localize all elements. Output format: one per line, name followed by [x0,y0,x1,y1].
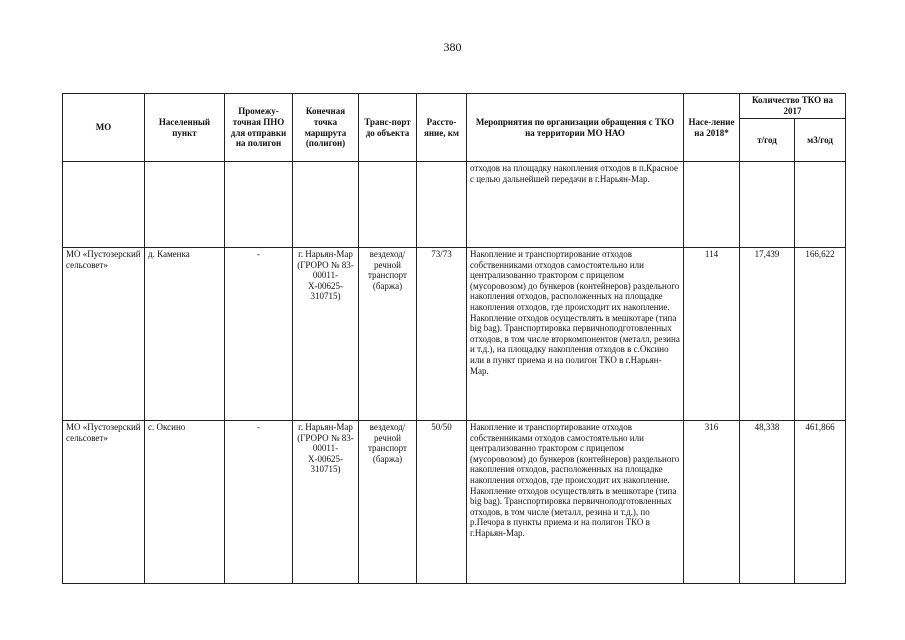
cell-population [684,162,740,248]
cell-transport: вездеход/ речной транспорт (баржа) [359,248,417,421]
cell-settlement: д. Каменка [145,248,225,421]
cell-mo: МО «Пустозерский сельсовет» [63,421,145,584]
header-transport: Транс-порт до объекта [359,94,417,162]
cell-distance [417,162,467,248]
cell-pno [225,162,293,248]
cell-endpoint [293,162,359,248]
cell-distance: 50/50 [417,421,467,584]
cell-tko-t: 17,439 [740,248,795,421]
cell-tko-m3: 461,866 [795,421,846,584]
cell-population: 114 [684,248,740,421]
cell-mo [63,162,145,248]
header-measures: Мероприятия по организации обращения с ТКО на территории МО НАО [467,94,684,162]
cell-pno: - [225,421,293,584]
cell-population: 316 [684,421,740,584]
cell-distance: 73/73 [417,248,467,421]
table-row [63,248,846,421]
header-settlement: Населенный пункт [145,94,225,162]
header-pno: Промежу-точная ПНО для отправки на полигон [225,94,293,162]
cell-endpoint: г. Нарьян-Мар (ГРОРО № 83-00011-Х-00625-310715) [293,248,359,421]
cell-pno: - [225,248,293,421]
table-row [63,421,846,584]
page-number: 380 [443,40,462,54]
header-mo: МО [63,94,145,162]
cell-endpoint: г. Нарьян-Мар (ГРОРО № 83-00011-Х-00625-310715) [293,421,359,584]
header-endpoint: Конечная точка маршрута (полигон) [293,94,359,162]
cell-tko-m3: 166,622 [795,248,846,421]
cell-transport: вездеход/ речной транспорт (баржа) [359,421,417,584]
cell-measures: отходов на площадку накопления отходов в п.Красное с целью дальнейшей передачи в г.Нарьян-Мар. [467,162,684,248]
cell-tko-t: 48,338 [740,421,795,584]
header-tko-m3: м3/год [795,119,846,162]
header-distance: Рассто-яние, км [417,94,467,162]
table-row [63,162,846,248]
cell-settlement [145,162,225,248]
header-tko-group: Количество ТКО на 2017 [740,94,846,119]
cell-tko-t [740,162,795,248]
header-tko-t: т/год [740,119,795,162]
tko-routes-table [62,93,846,584]
header-row-1 [63,94,846,119]
cell-mo: МО «Пустозерский сельсовет» [63,248,145,421]
cell-settlement: с. Оксино [145,421,225,584]
cell-measures: Накопление и транспортирование отходов собственниками отходов самостоятельно или централизованно трактором с прицепом (мусоровозом) до бункеров (контейнеров) раздельного накопления отходов, расположенных на площадке накопления отходов, где происходит их накопление. Накопление отходов осуществлять в мешкотаре (типа big bag). Транспортировка первичноподготовленных отходов, в том числе (металл, резина и т.д.), по р.Печора в пункты приема и на полигон ТКО в г.Нарьян-Мар. [467,421,684,584]
cell-tko-m3 [795,162,846,248]
cell-measures: Накопление и транспортирование отходов собственниками отходов самостоятельно или централизованно трактором с прицепом (мусоровозом) до бункеров (контейнеров) раздельного накопления отходов, расположенных на площадке накопления отходов, где происходит их накопление. Накопление отходов осуществлять в мешкотаре (типа big bag). Транспортировка первичноподготовленных отходов, в том числе вторкомпонентов (металл, резина и т.д.), на площадку накопления отходов в с.Оксино или в пункт приема и на полигон ТКО в г.Нарьян-Мар. [467,248,684,421]
header-population: Насе-ление на 2018* [684,94,740,162]
cell-transport [359,162,417,248]
